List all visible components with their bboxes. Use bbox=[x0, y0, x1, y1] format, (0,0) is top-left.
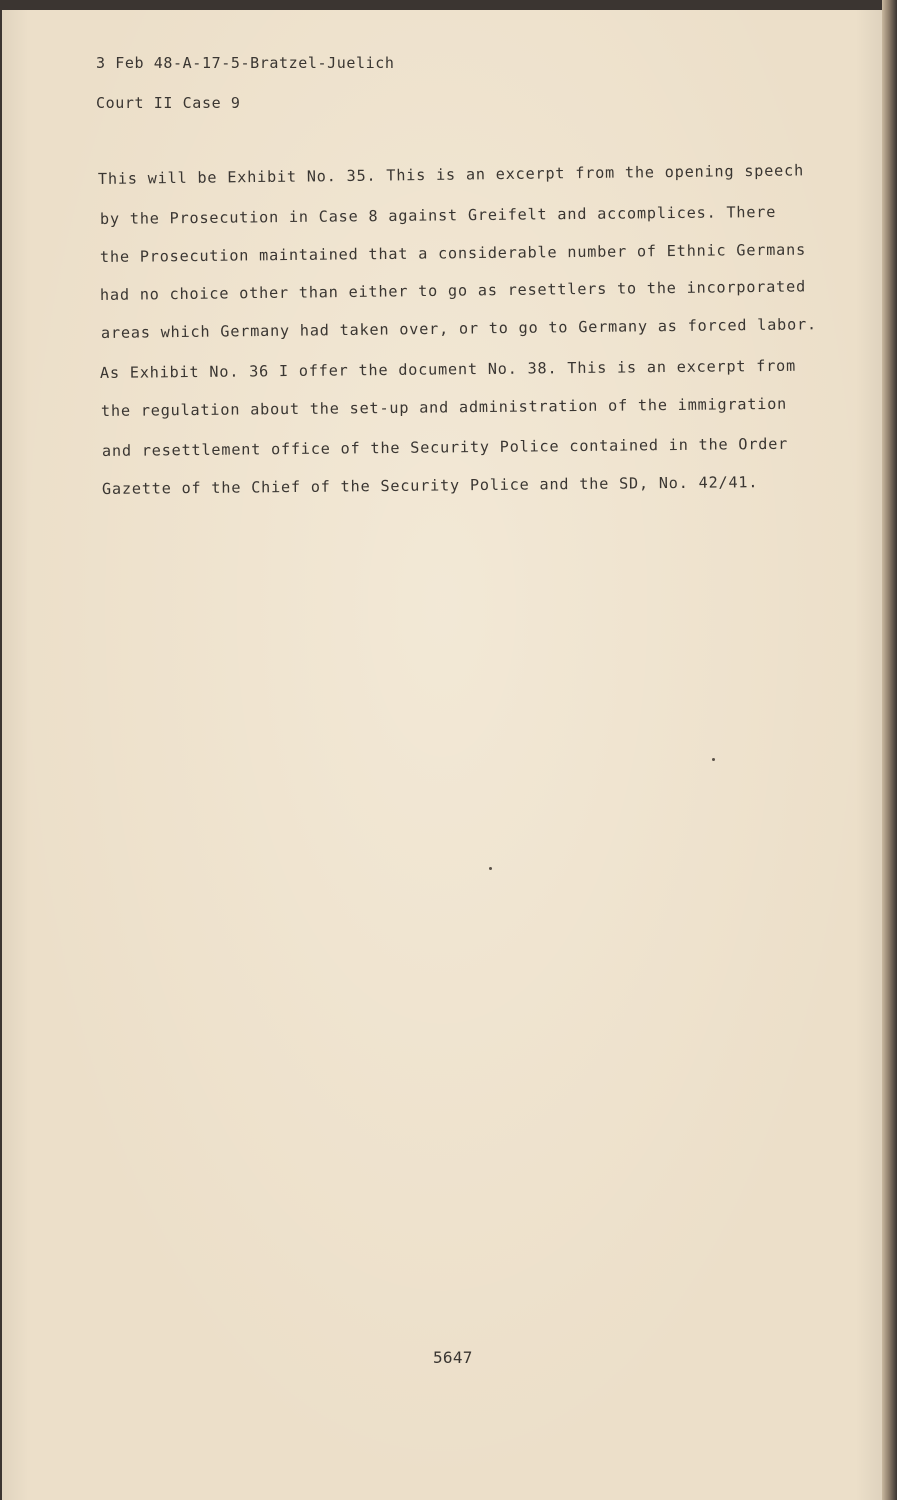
transcript-line: the Prosecution maintained that a considerable number of Ethnic Germans bbox=[99, 240, 807, 266]
transcript-line: the regulation about the set-up and administration of the immigration bbox=[100, 394, 788, 420]
transcript-line: by the Prosecution in Case 8 against Greifelt and accomplices. There bbox=[99, 202, 777, 228]
court-case-label: Court II Case 9 bbox=[96, 94, 241, 112]
page-edge bbox=[882, 0, 897, 1500]
paper-speck bbox=[712, 758, 715, 761]
transcript-line: and resettlement office of the Security Police contained in the Order bbox=[101, 434, 789, 460]
paper-speck bbox=[489, 867, 492, 870]
transcript-line: had no choice other than either to go as resettlers to the incorporated bbox=[99, 277, 807, 304]
transcript-line: This will be Exhibit No. 35. This is an excerpt from the opening speech bbox=[97, 161, 805, 188]
transcript-line: Gazette of the Chief of the Security Police and the SD, No. 42/41. bbox=[101, 473, 759, 498]
transcript-line: As Exhibit No. 36 I offer the document No. 38. This is an excerpt from bbox=[99, 356, 797, 382]
document-reference: 3 Feb 48-A-17-5-Bratzel-Juelich bbox=[96, 54, 395, 72]
transcript-line: areas which Germany had taken over, or to go to Germany as forced labor. bbox=[100, 315, 818, 342]
page-number: 5647 bbox=[433, 1348, 473, 1367]
document-page bbox=[2, 10, 882, 1500]
